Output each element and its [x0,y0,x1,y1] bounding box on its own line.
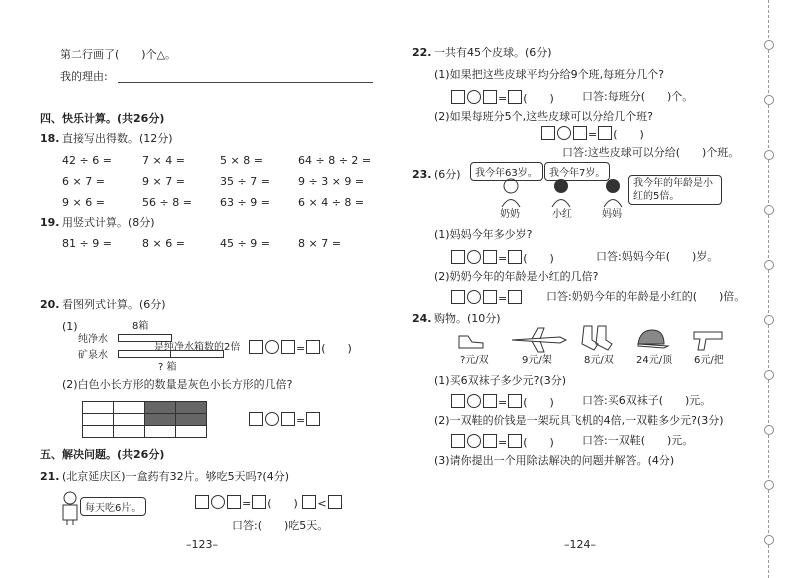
mineral-bar-a [118,350,171,358]
answer-box[interactable] [249,412,263,426]
paren: ( ) [523,252,554,265]
answer-box[interactable] [252,495,266,509]
answer-box[interactable] [451,290,465,304]
operator-circle[interactable] [467,290,481,304]
answer-box[interactable] [281,340,295,354]
section4-title: 四、快乐计算。(共26分) [40,112,165,125]
q24-part1-answer: 口答:买6双袜子( )元。 [582,394,712,407]
binding-hole [764,40,774,50]
q23-text: (6分) [434,168,461,181]
q22-part1-answer: 口答:每班分( )个。 [582,90,694,103]
q20-number: 20. [40,298,60,311]
q-top-line1: 第二行画了( )个△。 [60,48,177,61]
q19-text: 用竖式计算。(8分) [62,216,155,229]
binding-hole [764,150,774,160]
q23-part1-equation: = ( ) [450,250,554,266]
q22-part2-equation: = ( ) [540,126,644,142]
q23-number: 23. [412,168,432,181]
q24-price: 24元/顶 [636,355,673,366]
q18-item: 42 ÷ 6 = [62,154,112,167]
answer-box[interactable] [508,90,522,104]
reason-answer-line[interactable] [118,82,373,83]
q24-price: 6元/把 [694,355,724,366]
q24-price: 9元/架 [522,355,552,366]
right-page [400,0,800,578]
answer-box[interactable] [483,290,497,304]
answer-box[interactable] [508,250,522,264]
q23-part1-answer: 口答:妈妈今年( )岁。 [596,250,719,263]
q20-part1-paren: ( ) [321,342,352,355]
q23-name-xiaohong: 小红 [552,209,572,220]
answer-box[interactable] [598,126,612,140]
binding-hole [764,480,774,490]
q20-part2-equation: = [248,412,321,428]
q18-item: 56 ÷ 8 = [142,196,192,209]
binding-hole [764,535,774,545]
q18-item: 9 ÷ 3 × 9 = [298,175,365,188]
paren: ( ) [523,92,554,105]
q23-name-grandma: 奶奶 [500,209,520,220]
answer-box[interactable] [451,394,465,408]
q22-number: 22. [412,46,432,59]
answer-box[interactable] [573,126,587,140]
answer-box[interactable] [483,250,497,264]
mom-figure-icon [600,178,626,208]
paren: ( ) [523,436,554,449]
operator-circle[interactable] [265,340,279,354]
q19-item: 8 × 7 = [298,237,341,250]
socks-icon [578,324,614,352]
white-rect [144,425,176,438]
q19-number: 19. [40,216,60,229]
q24-part3-text: (3)请你提出一个用除法解决的问题并解答。(4分) [434,454,675,467]
q24-part1-equation: = ( ) [450,394,554,410]
paren: ( ) [523,396,554,409]
operator-circle[interactable] [467,394,481,408]
q18-item: 7 × 4 = [142,154,185,167]
q18-item: 64 ÷ 8 ÷ 2 = [298,154,372,167]
q20-part2-text: (2)白色小长方形的数量是灰色小长方形的几倍? [62,378,293,391]
xiaohong-figure-icon [548,178,574,208]
q19-item: 45 ÷ 9 = [220,237,270,250]
q22-part1-text: (1)如果把这些皮球平均分给9个班,每班分几个? [434,68,664,81]
q21-text: (北京延庆区)一盒药有32片。够吃5天吗?(4分) [62,470,289,483]
cap-icon [634,326,670,352]
answer-box[interactable] [483,90,497,104]
operator-circle[interactable] [557,126,571,140]
mineral-bar-b [170,350,224,358]
operator-circle[interactable] [467,250,481,264]
q22-part1-equation: = ( ) [450,90,554,106]
q-top-line2: 我的理由: [60,70,108,83]
answer-box[interactable] [451,250,465,264]
operator-circle[interactable] [265,412,279,426]
q20-water-label: 纯净水 [78,334,108,345]
shoes-icon [456,326,486,352]
answer-box[interactable] [483,434,497,448]
q22-part2-answer: 口答:这些皮球可以分给( )个班。 [562,146,740,159]
q20-8box-label: 8箱 [132,321,149,332]
q24-price: ?元/双 [460,355,489,366]
binding-dashed-line [768,0,769,578]
section5-title: 五、解决问题。(共26分) [40,448,165,461]
toy-gun-icon [692,326,726,352]
q23-part1-text: (1)妈妈今年多少岁? [434,228,533,241]
answer-box[interactable] [451,90,465,104]
q24-price: 8元/双 [584,355,614,366]
q23-name-mom: 妈妈 [602,209,622,220]
q24-part2-text: (2)一双鞋的价钱是一架玩具飞机的4倍,一双鞋多少元?(3分) [434,414,724,427]
q20-mineral-label: 矿泉水 [78,350,108,361]
white-rect [175,425,207,438]
page-number-left: –123– [186,538,218,551]
q18-item: 6 × 7 = [62,175,105,188]
answer-box[interactable] [306,340,320,354]
answer-box[interactable] [451,434,465,448]
q20-note: 是纯净水箱数的2倍 [154,342,241,353]
answer-box[interactable] [281,412,295,426]
answer-box[interactable] [541,126,555,140]
answer-box[interactable] [195,495,209,509]
white-rect [113,425,145,438]
answer-box[interactable] [483,394,497,408]
q23-bubble-mom: 我今年的年龄是小红的5倍。 [628,175,722,205]
q24-text: 购物。(10分) [434,312,501,325]
doctor-figure-icon [58,490,82,526]
q23-part2-equation: = [450,290,523,306]
q19-item: 81 ÷ 9 = [62,237,112,250]
q23-part2-answer: 口答:奶奶今年的年龄是小红的( )倍。 [546,290,746,303]
q23-bubble-grandma: 我今年63岁。 [470,162,543,181]
operator-circle[interactable] [467,90,481,104]
answer-box[interactable] [508,290,522,304]
q20-question-label: ? 箱 [158,362,177,373]
q20-part1-label: (1) [62,320,78,333]
q21-equation: = ( ) < [194,495,343,511]
q24-number: 24. [412,312,432,325]
binding-hole [764,315,774,325]
q19-item: 8 × 6 = [142,237,185,250]
q18-number: 18. [40,132,60,145]
answer-box[interactable] [508,434,522,448]
answer-box[interactable] [508,394,522,408]
q20-part1-equation: = ( ) [248,340,352,356]
grandma-figure-icon [498,178,524,208]
q18-text: 直接写出得数。(12分) [62,132,173,145]
binding-hole [764,95,774,105]
answer-box[interactable] [302,495,316,509]
q21-number: 21. [40,470,60,483]
q21-bubble: 每天吃6片。 [80,497,146,516]
q18-item: 5 × 8 = [220,154,263,167]
binding-hole [764,370,774,380]
operator-circle[interactable] [211,495,225,509]
paren: ( ) [613,128,644,141]
page-number-right: –124– [564,538,596,551]
answer-box[interactable] [227,495,241,509]
q18-item: 9 × 6 = [62,196,105,209]
operator-circle[interactable] [467,434,481,448]
binding-hole [764,425,774,435]
q23-bubble-xiaohong: 我今年7岁。 [544,162,610,181]
q21-answer: 口答:( )吃5天。 [232,519,329,532]
q21-paren: ( ) [267,497,298,510]
q22-text: 一共有45个皮球。(6分) [434,46,552,59]
answer-box[interactable] [249,340,263,354]
q24-part2-equation: = ( ) [450,434,554,450]
answer-box[interactable] [328,495,342,509]
q22-part2-text: (2)如果每班分5个,这些皮球可以分给几个班? [434,110,653,123]
white-rect [82,425,114,438]
q24-part2-answer: 口答:一双鞋( )元。 [582,434,694,447]
q21-less: < [317,497,327,510]
q18-item: 63 ÷ 9 = [220,196,270,209]
toy-airplane-icon [508,324,568,354]
q24-part1-text: (1)买6双袜子多少元?(3分) [434,374,566,387]
q18-item: 35 ÷ 7 = [220,175,270,188]
answer-box[interactable] [306,412,320,426]
binding-hole [764,205,774,215]
q20-text: 看图列式计算。(6分) [62,298,166,311]
binding-hole [764,260,774,270]
q23-part2-text: (2)奶奶今年的年龄是小红的几倍? [434,270,599,283]
q18-item: 9 × 7 = [142,175,185,188]
q18-item: 6 × 4 ÷ 8 = [298,196,365,209]
